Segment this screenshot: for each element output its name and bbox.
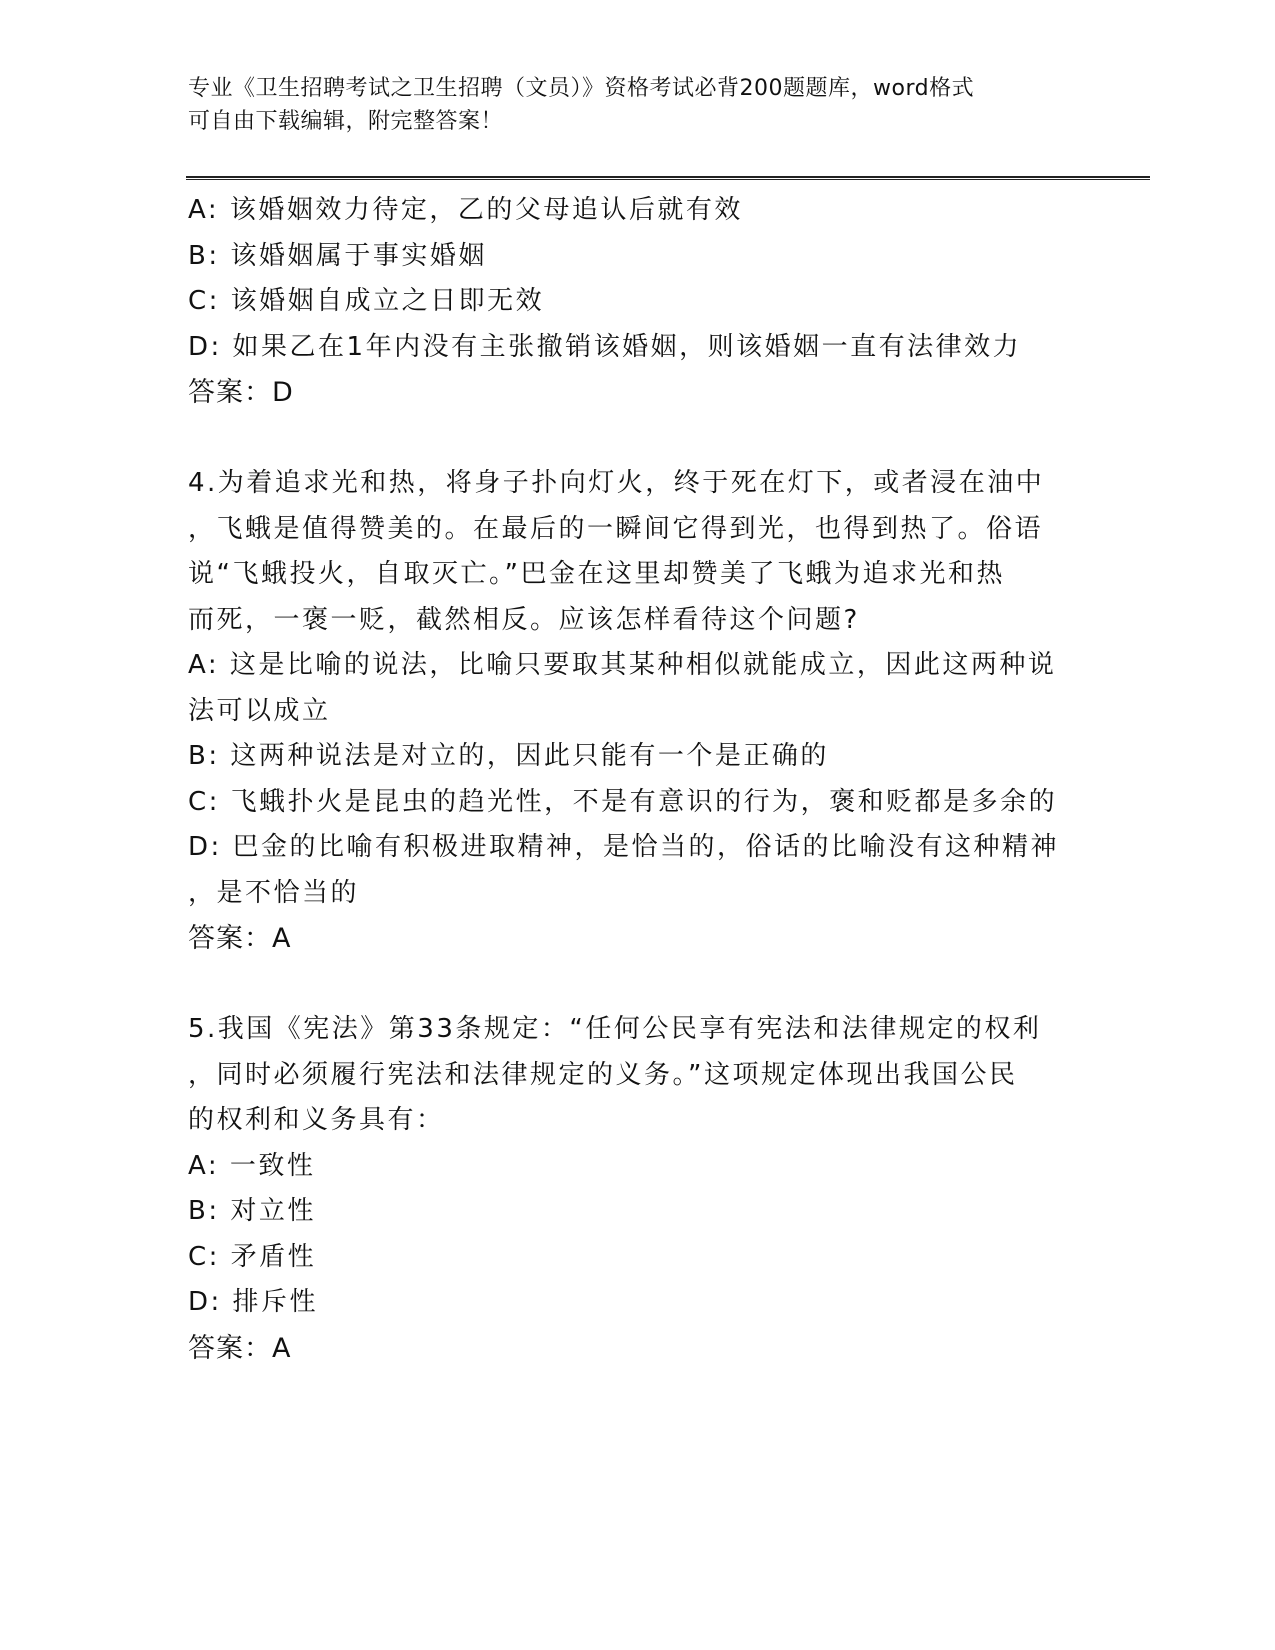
q5-stem-line-3: 的权利和义务具有： bbox=[188, 1105, 445, 1135]
q4-stem-line-2: ，飞蛾是值得赞美的。在最后的一瞬间它得到光，也得到热了。俗语 bbox=[188, 513, 1044, 544]
question-5 bbox=[188, 1007, 1088, 1371]
q4-stem-line-4: 而死，一褒一贬，截然相反。应该怎样看待这个问题? bbox=[188, 604, 860, 635]
q5-option-b: B: 对立性 bbox=[188, 1196, 316, 1226]
q5-option-c: C: 矛盾性 bbox=[188, 1241, 317, 1272]
q3-option-d: D: 如果乙在1年内没有主张撤销该婚姻，则该婚姻一直有法律效力 bbox=[188, 331, 1022, 362]
document-header bbox=[188, 72, 1068, 138]
spacer bbox=[188, 962, 1088, 1008]
spacer bbox=[188, 416, 1088, 462]
question-content bbox=[188, 188, 1088, 1371]
q4-answer: 答案：A bbox=[188, 923, 292, 954]
q4-option-d-line-1: D: 巴金的比喻有积极进取精神，是恰当的，俗话的比喻没有这种精神 bbox=[188, 832, 1060, 862]
header-line-1: 专业《卫生招聘考试之卫生招聘（文员）》资格考试必背200题题库，word格式 bbox=[188, 76, 975, 101]
header-divider bbox=[186, 176, 1150, 180]
q5-answer: 答案：A bbox=[188, 1332, 292, 1364]
question-4 bbox=[188, 461, 1088, 962]
q3-answer: 答案：D bbox=[188, 377, 294, 408]
q3-option-c: C: 该婚姻自成立之日即无效 bbox=[188, 286, 545, 316]
q3-option-b: B: 该婚姻属于事实婚姻 bbox=[188, 240, 487, 271]
q4-option-d-line-2: ，是不恰当的 bbox=[188, 877, 360, 908]
q5-stem-line-1: 5.我国《宪法》第33条规定：“任何公民享有宪法和法律规定的权利 bbox=[188, 1014, 1042, 1044]
q3-option-a: A: 该婚姻效力待定，乙的父母追认后就有效 bbox=[188, 195, 743, 225]
q5-stem-line-2: ，同时必须履行宪法和法律规定的义务。”这项规定体现出我国公民 bbox=[188, 1059, 1018, 1090]
q5-option-a: A: 一致性 bbox=[188, 1150, 316, 1181]
header-line-2: 可自由下载编辑，附完整答案！ bbox=[188, 109, 504, 134]
q4-stem-line-3: 说“飞蛾投火，自取灭亡。”巴金在这里却赞美了飞蛾为追求光和热 bbox=[188, 559, 1005, 589]
q4-stem-line-1: 4.为着追求光和热，将身子扑向灯火，终于死在灯下，或者浸在油中 bbox=[188, 468, 1045, 498]
q5-option-d: D: 排斥性 bbox=[188, 1287, 319, 1317]
question-3-options bbox=[188, 188, 1088, 416]
q4-option-b: B: 这两种说法是对立的，因此只能有一个是正确的 bbox=[188, 741, 829, 771]
q4-option-c: C: 飞蛾扑火是昆虫的趋光性，不是有意识的行为，褒和贬都是多余的 bbox=[188, 786, 1058, 817]
q4-option-a-line-1: A: 这是比喻的说法，比喻只要取其某种相似就能成立，因此这两种说 bbox=[188, 650, 1057, 680]
q4-option-a-line-2: 法可以成立 bbox=[188, 695, 331, 726]
